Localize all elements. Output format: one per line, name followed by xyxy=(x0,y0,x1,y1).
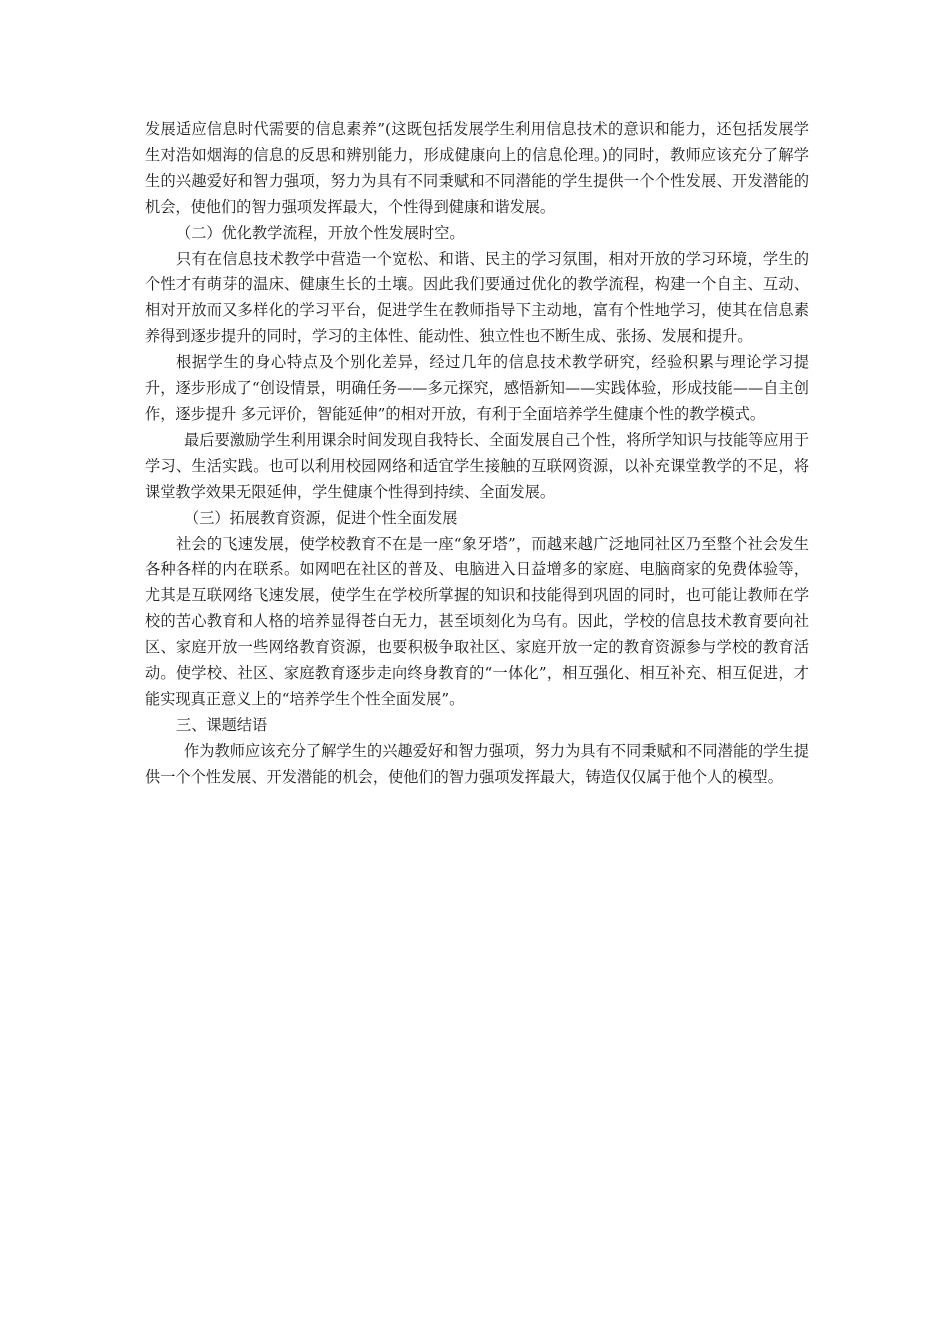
section-heading-3: （三）拓展教育资源，促进个性全面发展 xyxy=(184,508,458,527)
paragraph-teaching-model: 根据学生的身心特点及个别化差异，经过几年的信息技术教学研究，经验积累与理论学习提升，逐步形成了“创设情景，明确任务——多元探究，感悟新知——实践体验，形成技能——自主创作，逐步提升 多元评价，智能延伸”的相对开放，有利于全面培养学生健康个性的教学模式。 xyxy=(145,353,809,423)
paragraph-learning-environment: 只有在信息技术教学中营造一个宽松、和谐、民主的学习氛围，相对开放的学习环境，学生的个性才有萌芽的温床、健康生长的土壤。因此我们要通过优化的教学流程，构建一个自主、互动、相对开放而又多样化的学习平台，促进学生在教师指导下主动地，富有个性地学习，使其在信息素养得到逐步提升的同时，学习的主体性、能动性、独立性也不断生成、张扬、发展和提升。 xyxy=(145,249,809,346)
paragraph-extracurricular: 最后要激励学生利用课余时间发现自我特长、全面发展自己个性，将所学知识与技能等应用于学习、生活实践。也可以利用校园网络和适宜学生接触的互联网资源，以补充课堂教学的不足，将课堂教学效果无限延伸，学生健康个性得到持续、全面发展。 xyxy=(145,430,809,501)
paragraph-intro-continuation: 发展适应信息时代需要的信息素养”(这既包括发展学生利用信息技术的意识和能力，还包括发展学生对浩如烟海的信息的反思和辨别能力，形成健康向上的信息伦理。)的同时，教师应该充分了解学生的兴趣爱好和智力强项，努力为具有不同秉赋和不同潜能的学生提供一个个性发展、开发潜能的机会，使他们的智力强项发挥最大，个性得到健康和谐发展。 xyxy=(145,120,809,216)
paragraph-conclusion: 作为教师应该充分了解学生的兴趣爱好和智力强项，努力为具有不同秉赋和不同潜能的学生提供一个个性发展、开发潜能的机会，使他们的智力强项发挥最大，铸造仅仅属于他个人的模型。 xyxy=(145,741,809,786)
section-heading-2: （二）优化教学流程，开放个性发展时空。 xyxy=(176,223,465,242)
document-body xyxy=(145,117,809,791)
section-heading-conclusion: 三、课题结语 xyxy=(176,715,268,734)
paragraph-education-resources: 社会的飞速发展，使学校教育不在是一座“象牙塔”，而越来越广泛地同社区乃至整个社会发生各种各样的内在联系。如网吧在社区的普及、电脑进入日益增多的家庭、电脑商家的免费体验等，尤其是互联网络飞速发展，使学生在学校所掌握的知识和技能得到巩固的同时，也可能让教师在学校的苦心教育和人格的培养显得苍白无力，甚至顷刻化为乌有。因此，学校的信息技术教育要向社区、家庭开放一些网络教育资源，也要积极争取社区、家庭开放一定的教育资源参与学校的教育活动。使学校、社区、家庭教育逐步走向终身教育的“一体化”，相互强化、相互补充、相互促进，才能实现真正意义上的“培养学生个性全面发展”。 xyxy=(145,534,809,708)
